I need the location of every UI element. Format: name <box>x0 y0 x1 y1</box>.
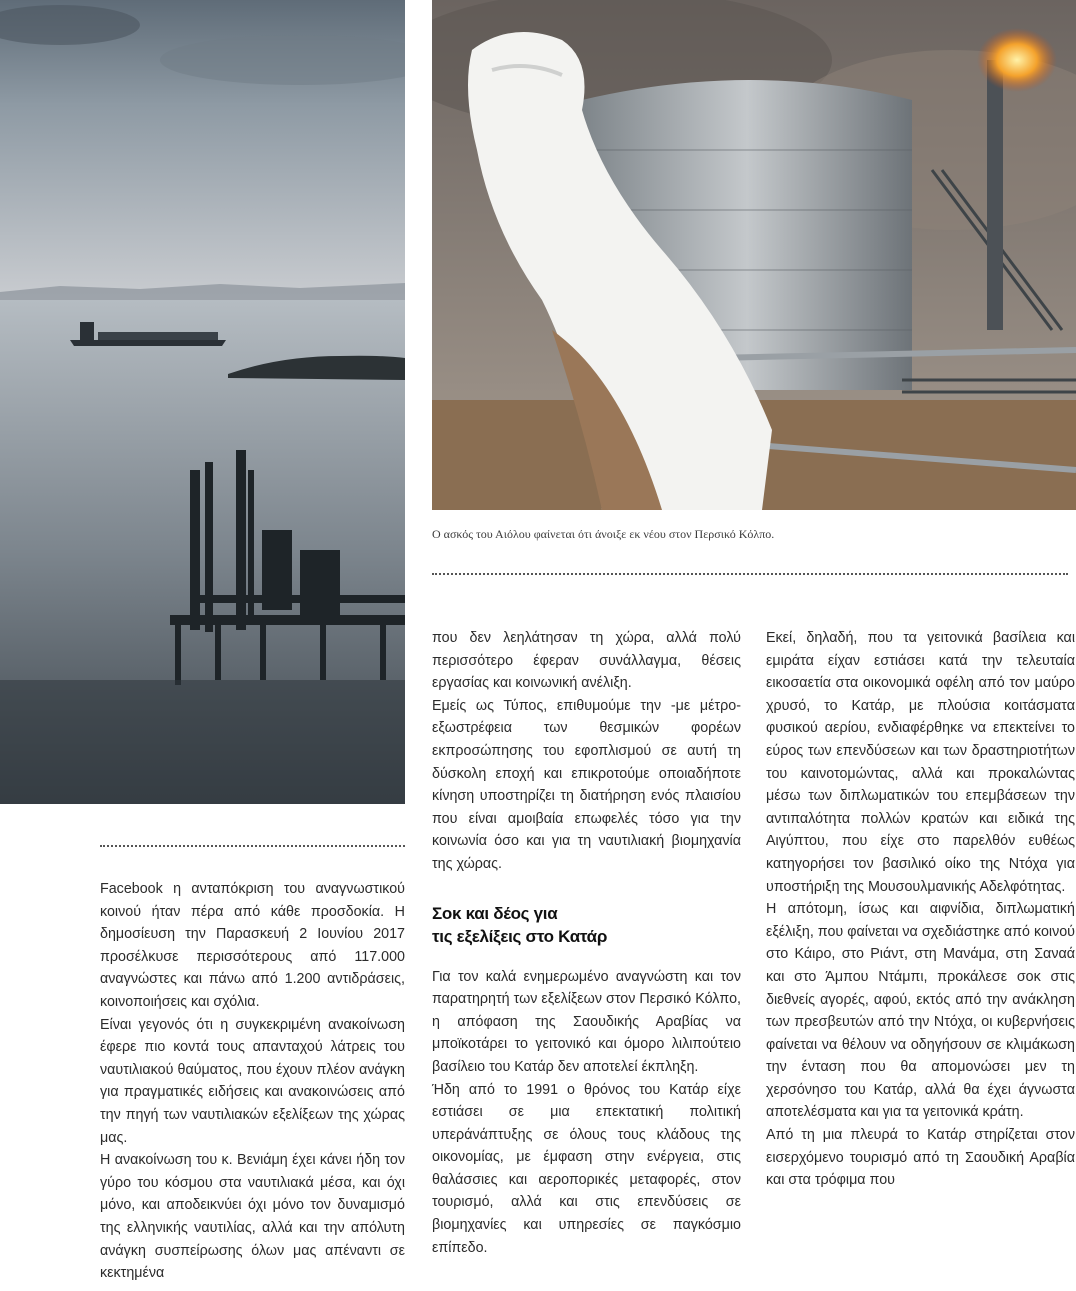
sea-tanker-terminal-photo <box>0 0 405 804</box>
paragraph: Είναι γεγονός ότι η συγκεκριμένη ανακοίνωση έφερε πιο κοντά τους απανταχού λάτρεις του ναυτιλιακού θαύματος, που έχουν πλέον ανάγκη για πραγματικές ειδήσεις και ανακοινώσεις από την πηγή των ναυτιλιακών εξελίξεων της χώρας μας. <box>100 1016 405 1146</box>
dotted-divider-left <box>100 845 405 847</box>
paragraph: Ήδη από το 1991 ο θρόνος του Κατάρ είχε εστιάσει σε μια επεκτατική πολιτική υπεράνάπτυξης σε όλους τους κλάδους της οικονομίας, με έμφαση στην ενέργεια, στις θαλάσσιες και αεροπορικές μεταφορές, στον τουρισμό, αλλά και στις επενδύσεις σε βιομηχανίες και υπηρεσίες σε παγκόσμιο επίπεδο. <box>432 1081 741 1256</box>
photo-caption: Ο ασκός του Αιόλου φαίνεται ότι άνοιξε εκ νέου στον Περσικό Κόλπο. <box>432 527 775 541</box>
paragraph: Εμείς ως Τύπος, επιθυμούμε την -με μέτρο- εξωστρέφεια των θεσμικών φορέων εκπροσώπησης του εφοπλισμού σε αυτή τη δύσκολη εποχή και επικροτούμε οποιαδήποτε κίνηση υποστηρίζει τη διατήρηση ενός πλαισίου που είναι αμοιβαία επωφελές τόσο για την κοινωνία όσο και για τη ναυτιλιακή βιομηχανία της χώρας. <box>432 697 741 872</box>
paragraph: που δεν λεηλάτησαν τη χώρα, αλλά πολύ περισσότερο έφεραν συνάλλαγμα, θέσεις εργασίας και κοινωνική ανέλιξη. <box>432 630 741 692</box>
paragraph: Για τον καλά ενημερωμένο αναγνώστη και τον παρατηρητή των εξελίξεων στον Περσικό Κόλπο, η απόφαση της Σαουδικής Αραβίας να μποϊκοτάρει το γειτονικό και όμορο λιλιπούτειο βασίλειο του Κατάρ δεν αποτελεί έκπληξη. <box>432 968 741 1075</box>
paragraph: Από τη μια πλευρά το Κατάρ στηρίζεται στον εισερχόμενο τουρισμό από τη Σαουδική Αραβία και στα τρόφιμα που <box>766 1127 1075 1189</box>
paragraph: Εκεί, δηλαδή, που τα γειτονικά βασίλεια και εμιράτα είχαν εστιάσει κατά την τελευταία εικοσαετία στα οικονομικά οφέλη από τον μαύρο χρυσό, το Κατάρ, με πλούσια κοιτάσματα φυσικού αερίου, ενδιαφέρθηκε να επεκτείνει το εύρος των επενδύσεων και των δραστηριοτήτων του καινοτομώντας, αλλά και προκαλώντας μέσω των διπλωματικών του επεμβάσεων την αντιπαλότητα πολλών κρατών και ειδικά της Αιγύπτου, που είχε στο παρελθόν ευθέως κατηγορήσει τον βασιλικό οίκο της Ντόχα για υποστήριξη της Μουσουλμανικής Αδελφότητας. <box>766 630 1075 895</box>
dotted-divider-right <box>432 573 1068 575</box>
paragraph: Η απότομη, ίσως και αιφνίδια, διπλωματική εξέλιξη, που φαίνεται να σχεδιάστηκε από κοινού στο Κάιρο, στο Ριάντ, στη Μανάμα, στη Σαναά και στο Άμπου Ντάμπι, προκάλεσε σοκ στις διεθνείς αγορές, αφού, εκτός από την ανάκληση των πρεσβευτών από την Ντόχα, οι κυβερνήσεις φαίνεται να θέλουν να οδηγήσουν σε κλιμάκωση την ένταση που θα απομονώσει μεν τη χερσόνησο του Κατάρ, αλλά θα έχει άγνωστα αποτελέσματα και για τα γειτονικά κράτη. <box>766 901 1075 1121</box>
article-column-3 <box>766 627 1075 1192</box>
article-column-1 <box>100 878 405 1285</box>
subheading-line: τις εξελίξεις στο Κατάρ <box>432 926 608 946</box>
paragraph: Facebook η ανταπόκριση του αναγνωστικού κοινού ήταν πέρα από κάθε προσδοκία. Η δημοσίευση την Παρασκευή 2 Ιουνίου 2017 προσέλκυσε περισσότερους από 117.000 αναγνώστες και πάνω από 1.200 αντιδράσεις, κοινοποιήσεις και σχόλια. <box>100 881 405 1010</box>
gas-plant-flare-photo <box>432 0 1076 510</box>
article-column-2 <box>432 627 741 1259</box>
section-subheading <box>432 902 741 948</box>
paragraph: Η ανακοίνωση του κ. Βενιάμη έχει κάνει ήδη τον γύρο του κόσμου στα ναυτιλιακά μέσα, και όχι μόνο, και αποδεικνύει όχι μόνο τον δυναμισμό της ελληνικής ναυτιλίας, αλλά και την απόλυτη ανάγκη συσπείρωσης όλων μας απέναντι σε κεκτημένα <box>100 1152 405 1282</box>
subheading-line: Σοκ και δέος για <box>432 903 558 923</box>
